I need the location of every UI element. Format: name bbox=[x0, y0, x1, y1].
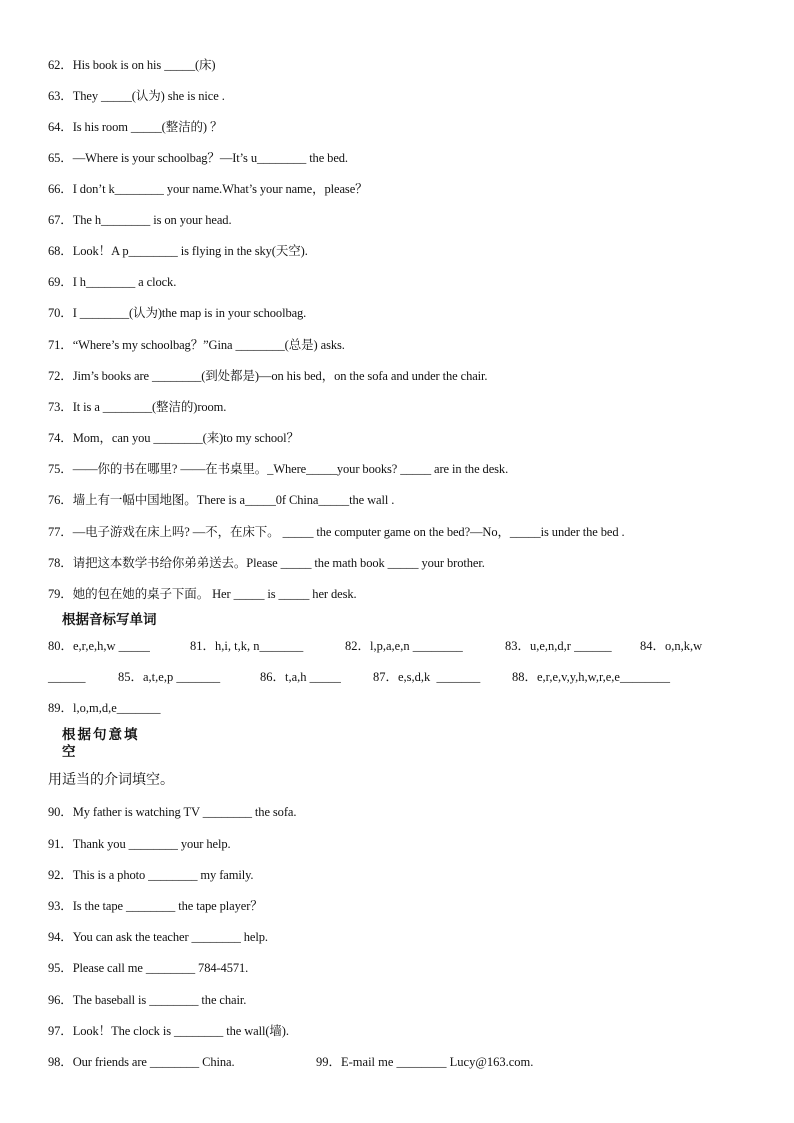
question-72: 72．Jim’s books are ________(到处都是)—on his bed，on the sofa and under the chair. bbox=[48, 369, 488, 383]
question-76: 76．墙上有一幅中国地图。There is a_____0f China_____the wall . bbox=[48, 493, 395, 507]
question-80: 80．e,r,e,h,w _____ bbox=[48, 639, 150, 653]
question-79: 79．她的包在她的桌子下面。 Her _____ is _____ her desk. bbox=[48, 587, 357, 601]
question-91: 91．Thank you ________ your help. bbox=[48, 837, 231, 851]
section-heading-phonetic: 根据音标写单词 bbox=[62, 612, 157, 628]
question-97: 97．Look！The clock is ________ the wall(墙). bbox=[48, 1024, 289, 1038]
question-71: 71．“Where’s my schoolbag？”Gina ________(总是) asks. bbox=[48, 338, 345, 352]
question-94: 94．You can ask the teacher ________ help. bbox=[48, 930, 268, 944]
question-70: 70．I ________(认为)the map is in your schoolbag. bbox=[48, 306, 307, 320]
question-84: 84．o,n,k,w bbox=[640, 639, 703, 653]
question-69: 69．I h________ a clock. bbox=[48, 275, 177, 289]
question-64: 64．Is his room _____(整洁的) ？ bbox=[48, 120, 223, 134]
question-73: 73．It is a ________(整洁的)room. bbox=[48, 400, 227, 414]
question-90: 90．My father is watching TV ________ the sofa. bbox=[48, 805, 297, 819]
question-78: 78．请把这本数学书给你弟弟送去。Please _____ the math book _____ your brother. bbox=[48, 556, 485, 570]
question-74: 74．Mom，can you ________(来)to my school？ bbox=[48, 431, 299, 445]
question-84-blank: ______ bbox=[48, 670, 86, 684]
question-65: 65．—Where is your schoolbag？—It’s u________ the bed. bbox=[48, 151, 348, 165]
question-85: 85．a,t,e,p _______ bbox=[118, 670, 221, 684]
section-heading-fill bbox=[62, 727, 162, 761]
question-83: 83．u,e,n,d,r ______ bbox=[505, 639, 612, 653]
question-95: 95．Please call me ________ 784-4571. bbox=[48, 961, 249, 975]
question-88: 88．e,r,e,v,y,h,w,r,e,e________ bbox=[512, 670, 670, 684]
section-heading-fill-line2: 空 bbox=[62, 744, 78, 760]
question-98: 98．Our friends are ________ China. bbox=[48, 1055, 235, 1069]
question-86: 86．t,a,h _____ bbox=[260, 670, 341, 684]
question-87: 87．e,s,d,k _______ bbox=[373, 670, 481, 684]
question-77: 77．—电子游戏在床上吗? —不，在床下。 _____ the computer game on the bed?—No，_____is under the bed . bbox=[48, 525, 625, 539]
question-96: 96．The baseball is ________ the chair. bbox=[48, 993, 247, 1007]
question-82: 82．l,p,a,e,n ________ bbox=[345, 639, 463, 653]
question-67: 67．The h________ is on your head. bbox=[48, 213, 232, 227]
question-92: 92．This is a photo ________ my family. bbox=[48, 868, 254, 882]
question-62: 62．His book is on his _____(床) bbox=[48, 58, 216, 72]
question-66: 66．I don’t k________ your name.What’s your name，please？ bbox=[48, 182, 368, 196]
question-81: 81．h,i, t,k, n_______ bbox=[190, 639, 304, 653]
section-heading-fill-line1: 根据句意填 bbox=[62, 727, 140, 743]
question-75: 75．——你的书在哪里? ——在书桌里。_Where_____your books? _____ are in the desk. bbox=[48, 462, 509, 476]
section-subtitle: 用适当的介词填空。 bbox=[48, 772, 174, 788]
question-68: 68．Look！A p________ is flying in the sky(天空). bbox=[48, 244, 308, 258]
question-99: 99．E-mail me ________ Lucy@163.com. bbox=[316, 1055, 534, 1069]
question-89: 89．l,o,m,d,e_______ bbox=[48, 701, 161, 715]
question-93: 93．Is the tape ________ the tape player？ bbox=[48, 899, 263, 913]
question-63: 63．They _____(认为) she is nice . bbox=[48, 89, 225, 103]
